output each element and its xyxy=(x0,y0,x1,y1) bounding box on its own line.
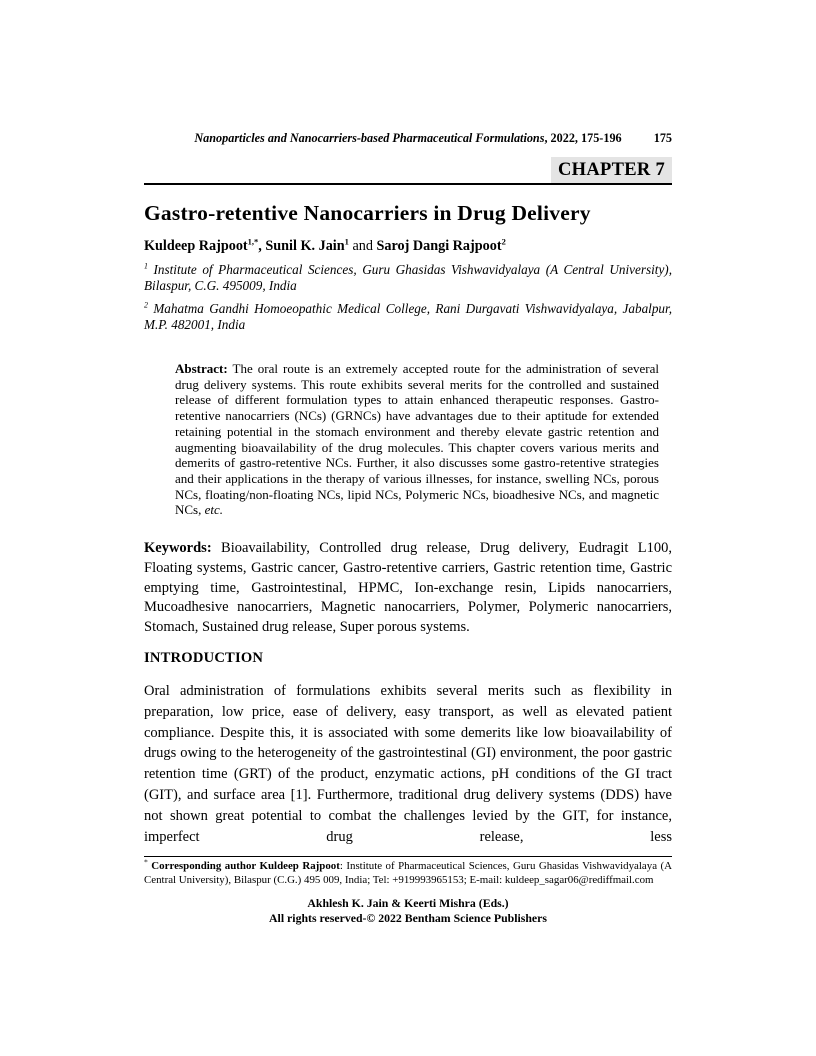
author-3-superscript: 2 xyxy=(501,236,506,247)
book-title-suffix: , 2022, 175-196 xyxy=(544,131,622,145)
keywords-label: Keywords: xyxy=(144,540,212,557)
affiliation-2 xyxy=(144,301,672,333)
author-separator-2: and xyxy=(348,238,377,254)
affiliation-2-text: Mahatma Gandhi Homoeopathic Medical College, Rani Durgavati Vishwavidyalaya, Jabalpur, M.P. 482001, India xyxy=(144,301,672,332)
abstract-label: Abstract: xyxy=(175,361,228,376)
footnote-bold-text: Corresponding author Kuldeep Rajpoot xyxy=(151,860,340,873)
author-1-superscript: 1,* xyxy=(247,236,259,247)
author-2-name: Sunil K. Jain xyxy=(265,238,345,254)
page-number: 175 xyxy=(653,131,672,145)
copyright-line: All rights reserved-© 2022 Bentham Science Publishers xyxy=(269,910,547,925)
abstract-etc: etc. xyxy=(204,502,224,518)
publisher-footer xyxy=(144,896,672,925)
keywords xyxy=(144,539,672,638)
book-title: Nanoparticles and Nanocarriers-based Pharmaceutical Formulations xyxy=(194,131,545,145)
footnote-marker: * xyxy=(144,857,148,867)
affiliation-2-marker: 2 xyxy=(144,300,148,310)
abstract-text: The oral route is an extremely accepted route for the administration of several drug delivery systems. This route exhibits several merits for the controlled and sustained release of different formulation types to attain enhanced therapeutic responses. Gastro-retentive nanocarriers (NCs) (GRNCs) have advantages due to their aptitude for extended retaining potential in the stomach environment and thereby elevate gastric retention and augmenting bioavailability of the drug molecules. This chapter covers various merits and demerits of gastro-retentive NCs. Further, it also discusses some gastro-retentive strategies and their applications in the therapy of various illnesses, for instance, swelling NCs, porous NCs, floating/non-floating NCs, lipid NCs, Polymeric NCs, bioadhesive NCs, and magnetic NCs, xyxy=(175,361,659,518)
running-header-text xyxy=(194,131,621,145)
chapter-rule xyxy=(144,157,672,185)
affiliation-1-marker: 1 xyxy=(144,261,148,271)
footnote xyxy=(144,856,672,887)
section-heading-introduction: INTRODUCTION xyxy=(144,650,264,667)
author-1-name: Kuldeep Rajpoot xyxy=(144,238,248,254)
editors-line: Akhlesh K. Jain & Keerti Mishra (Eds.) xyxy=(307,896,509,911)
introduction-paragraph: Oral administration of formulations exhibits several merits such as flexibility in preparation, low price, ease of delivery, easy transport, as well as elevated patient compliance. Despite this, it is associated with some demerits like low bioavailability of drugs owing to the heterogeneity of the gastrointestinal (GI) environment, the poor gastric retention time (GRT) of the product, enzymatic actions, pH conditions of the GI tract (GIT), and surface area [1]. Furthermore, traditional drug delivery systems (DDS) have not shown great potential to combat the challenges levied by the GIT, for instance, imperfect drug release, less xyxy=(144,683,672,845)
author-line xyxy=(144,237,672,255)
page-title: Gastro-retentive Nanocarriers in Drug Delivery xyxy=(144,201,591,225)
running-header xyxy=(144,131,672,146)
chapter-banner: CHAPTER 7 xyxy=(551,157,672,183)
abstract xyxy=(144,361,672,518)
keywords-text: Bioavailability, Controlled drug release, Drug delivery, Eudragit L100, Floating systems, Gastric cancer, Gastro-retentive carriers, Gastric retention time, Gastric emptying time, Gastrointestinal, HPMC, Ion-exchange resin, Lipids nanocarriers, Mucoadhesive nanocarriers, Magnetic nanocarriers, Polymer, Polymeric nanocarriers, Stomach, Sustained drug release, Super porous systems. xyxy=(144,540,672,636)
affiliation-1-text: Institute of Pharmaceutical Sciences, Guru Ghasidas Vishwavidyalaya (A Central University), Bilaspur, C.G. 495009, India xyxy=(144,262,672,293)
author-3-name: Saroj Dangi Rajpoot xyxy=(376,238,502,254)
footnote-text: : Institute of Pharmaceutical Sciences, Guru Ghasidas Vishwavidyalaya (A Central University), Bilaspur (C.G.) 495 009, India; Tel: +919993965153; E-mail: kuldeep_sagar06@rediffmail.com xyxy=(144,860,672,886)
affiliation-1 xyxy=(144,262,672,294)
author-separator-1: , xyxy=(258,238,266,254)
author-2-superscript: 1 xyxy=(344,236,349,247)
